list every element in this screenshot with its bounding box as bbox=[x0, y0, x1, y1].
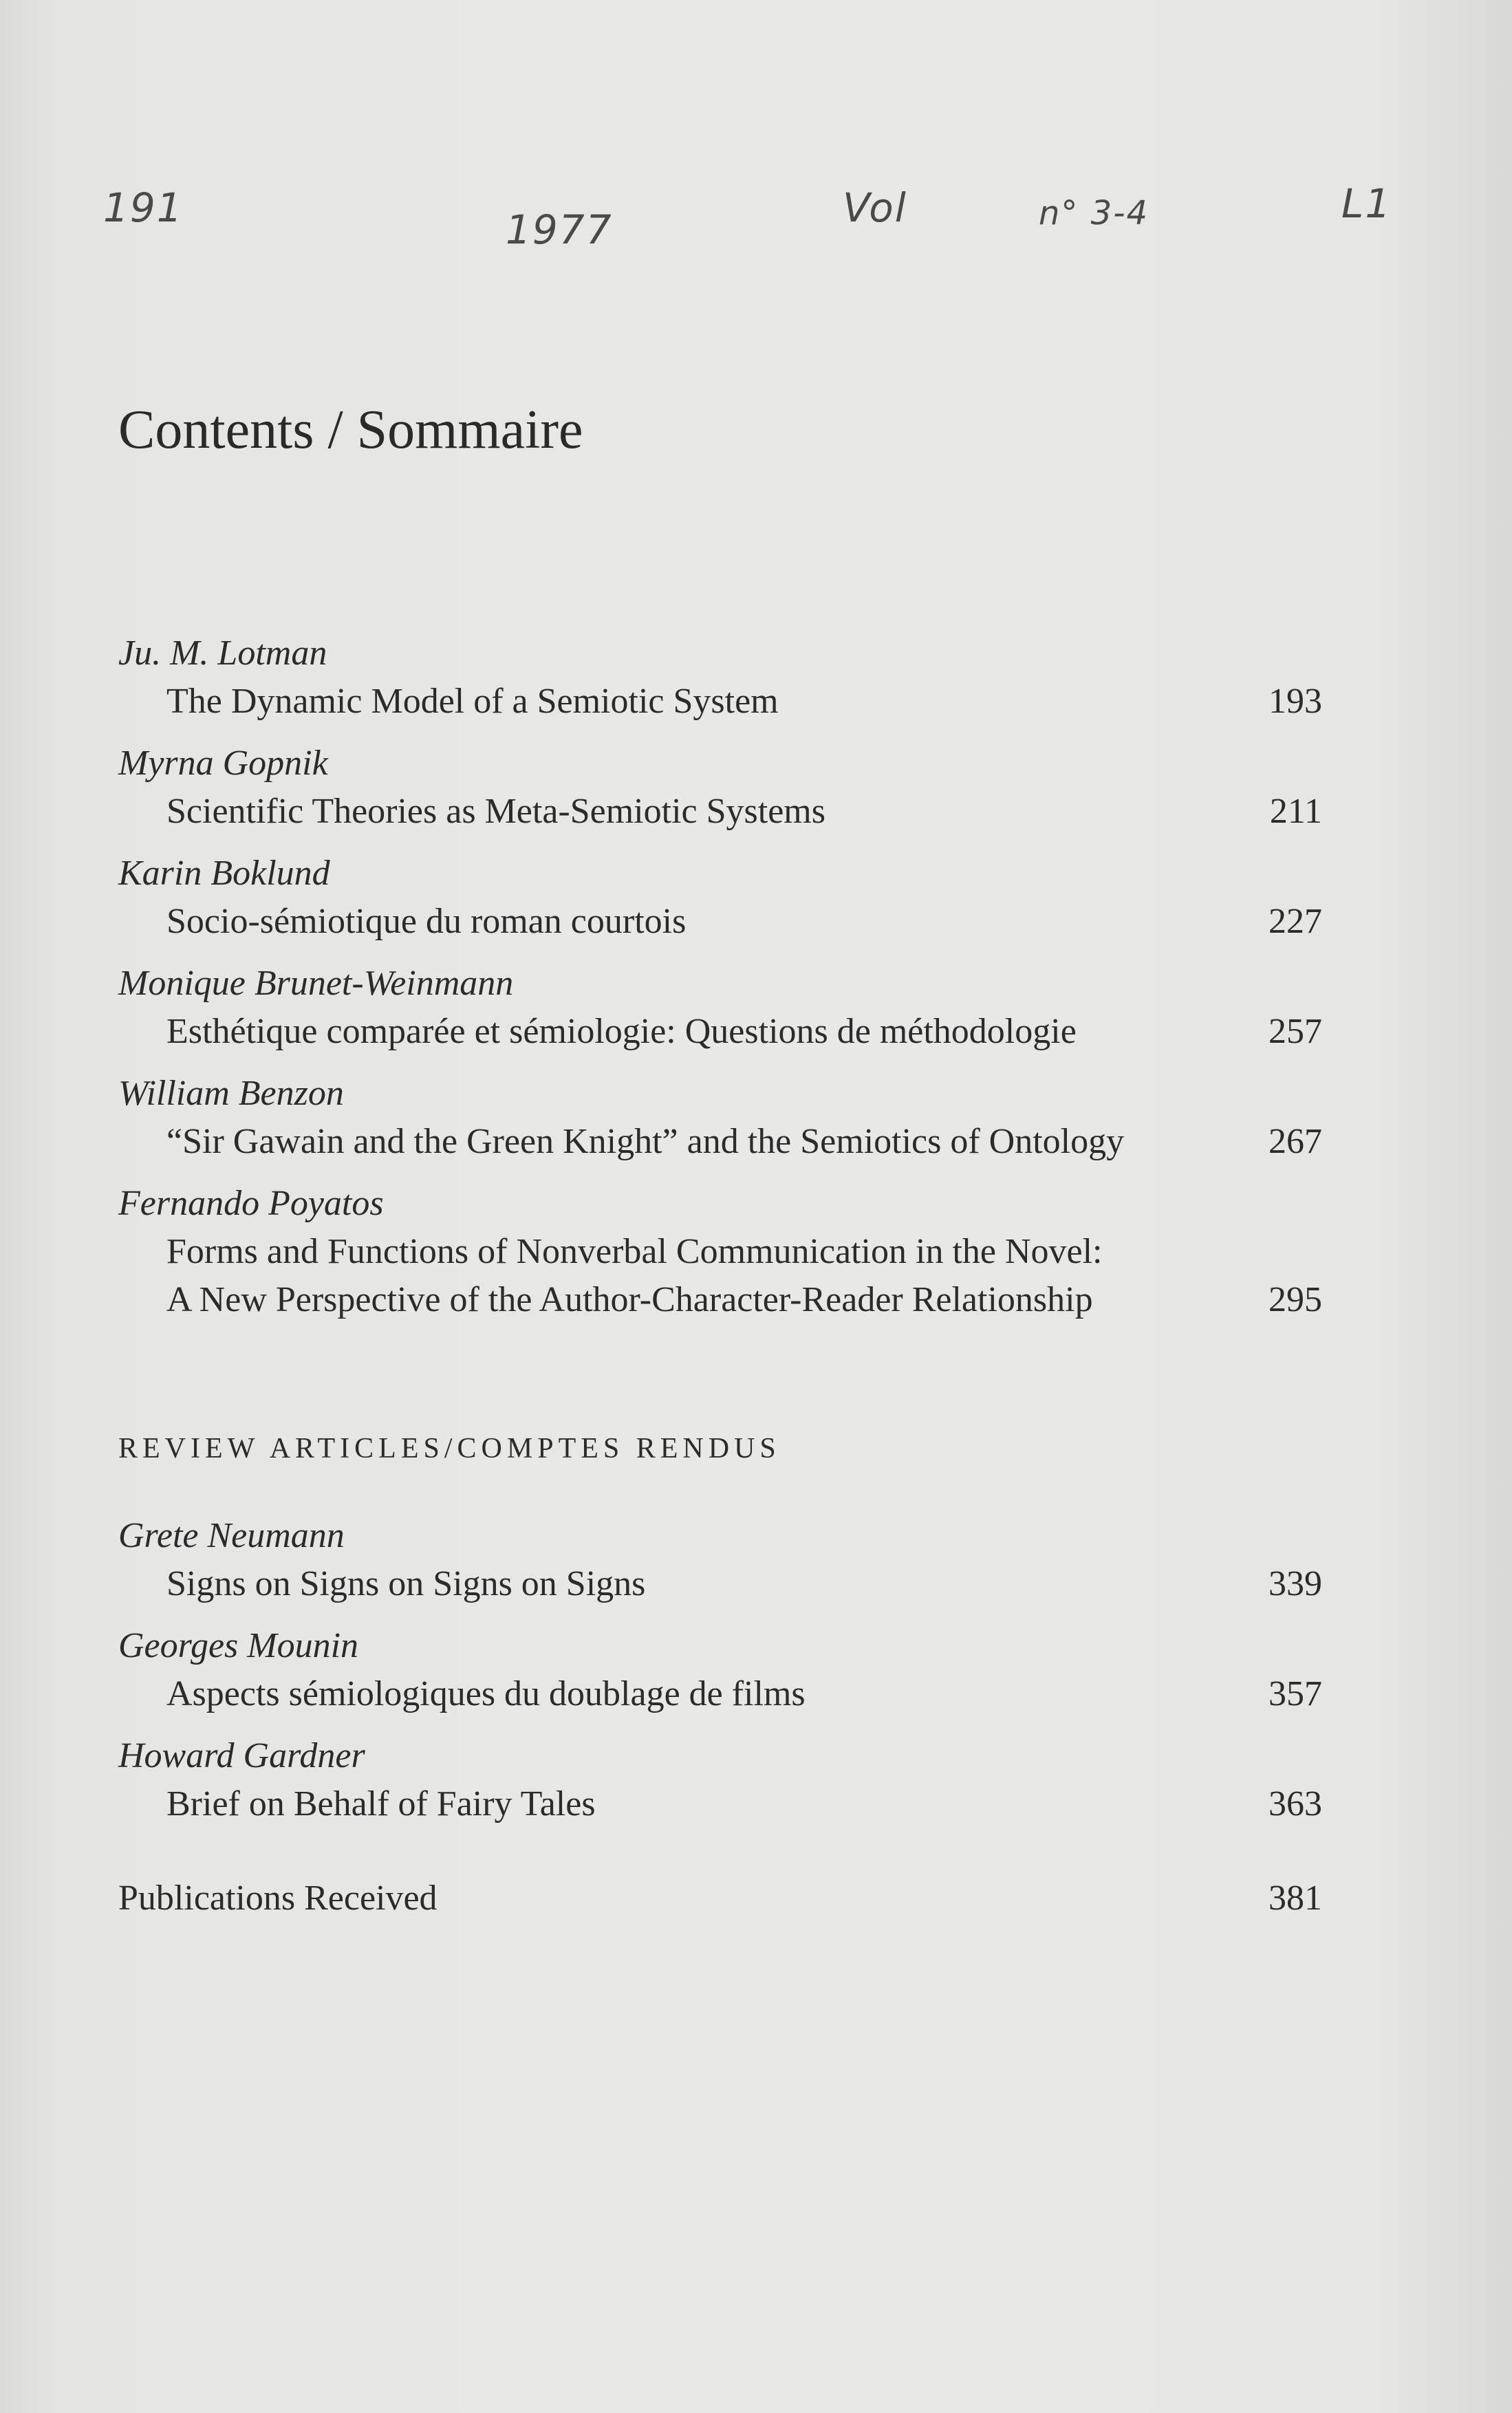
entry-page-number: 211 bbox=[1269, 792, 1322, 831]
handwritten-note: 1977 bbox=[506, 206, 613, 253]
entry-page-number: 227 bbox=[1268, 902, 1322, 941]
entry-title: The Dynamic Model of a Semiotic System bbox=[166, 682, 779, 721]
entry-title: Signs on Signs on Signs on Signs bbox=[166, 1564, 646, 1603]
entry-title: “Sir Gawain and the Green Knight” and the Semiotics of Ontology bbox=[166, 1122, 1125, 1161]
handwritten-note: L1 bbox=[1341, 180, 1392, 227]
review-section-heading: REVIEW ARTICLES/COMPTES RENDUS bbox=[118, 1433, 781, 1464]
handwritten-note: n° 3-4 bbox=[1039, 194, 1149, 232]
entry-page-number: 381 bbox=[1268, 1879, 1322, 1918]
entry-title: Scientific Theories as Meta-Semiotic Systems bbox=[166, 792, 825, 831]
entry-title: Esthétique comparée et sémiologie: Questions de méthodologie bbox=[166, 1012, 1077, 1051]
entry-author: Howard Gardner bbox=[118, 1736, 365, 1775]
entry-author: Grete Neumann bbox=[118, 1516, 345, 1555]
entry-title: Forms and Functions of Nonverbal Communication in the Novel: bbox=[166, 1232, 1103, 1271]
entry-author: Fernando Poyatos bbox=[118, 1184, 384, 1223]
entry-page-number: 363 bbox=[1268, 1784, 1322, 1824]
entry-page-number: 339 bbox=[1268, 1564, 1322, 1603]
entry-page-number: 357 bbox=[1268, 1674, 1322, 1713]
handwritten-note: 191 bbox=[103, 184, 184, 231]
handwritten-note: Vol bbox=[843, 184, 907, 231]
entry-title: Aspects sémiologiques du doublage de films bbox=[166, 1674, 806, 1713]
entry-author: Ju. M. Lotman bbox=[118, 634, 327, 673]
entry-author: Myrna Gopnik bbox=[118, 744, 328, 783]
entry-title: Socio-sémiotique du roman courtois bbox=[166, 902, 687, 941]
entry-author: Karin Boklund bbox=[118, 854, 330, 893]
contents-heading: Contents / Sommaire bbox=[118, 400, 583, 460]
entry-page-number: 257 bbox=[1268, 1012, 1322, 1051]
entry-author: William Benzon bbox=[118, 1074, 344, 1113]
entry-title: A New Perspective of the Author-Character-Reader Relationship bbox=[166, 1280, 1093, 1319]
entry-page-number: 193 bbox=[1268, 682, 1322, 721]
entry-title: Brief on Behalf of Fairy Tales bbox=[166, 1784, 596, 1824]
entry-page-number: 295 bbox=[1268, 1280, 1322, 1319]
entry-author: Monique Brunet-Weinmann bbox=[118, 964, 514, 1003]
entry-page-number: 267 bbox=[1268, 1122, 1322, 1161]
publications-received-title: Publications Received bbox=[118, 1879, 438, 1918]
entry-author: Georges Mounin bbox=[118, 1626, 359, 1665]
